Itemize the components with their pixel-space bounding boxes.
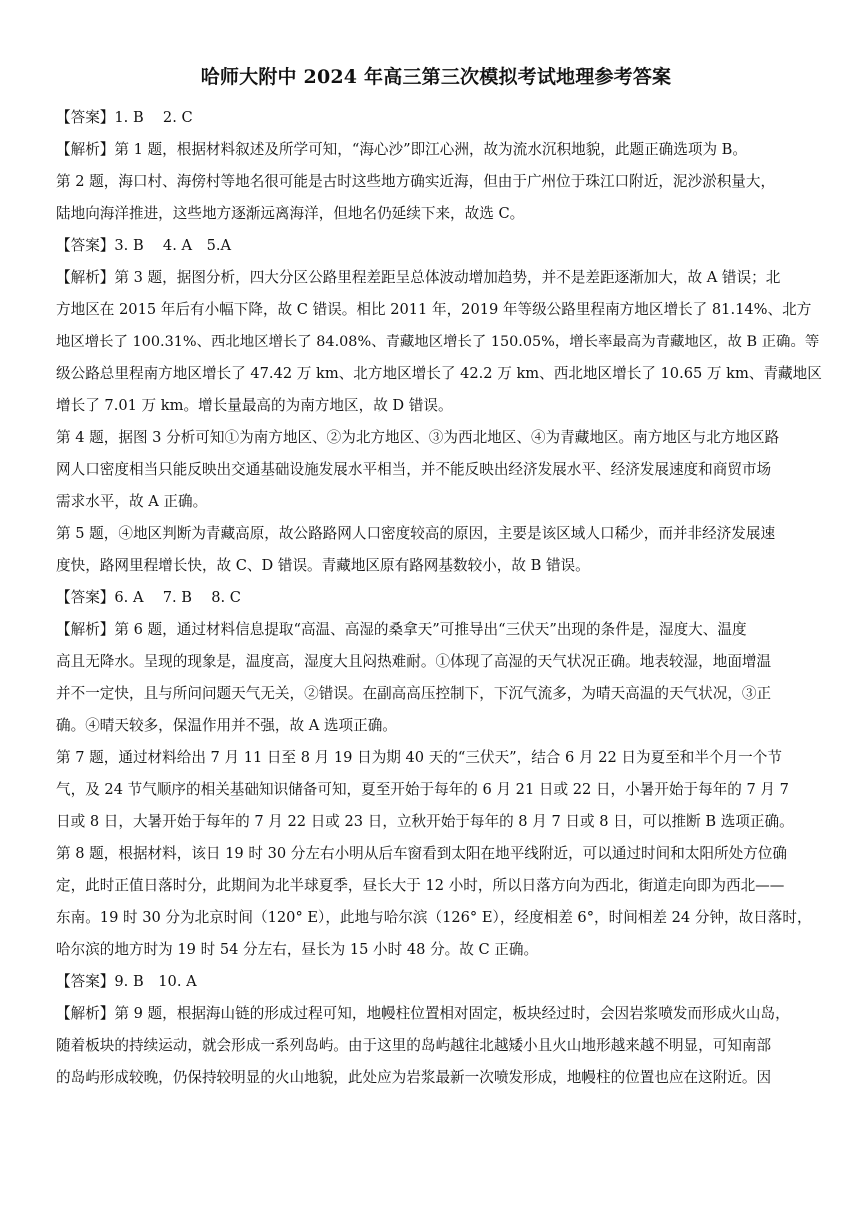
paragraph-line: 气，及 24 节气顺序的相关基础知识储备可知，夏至开始于每年的 6 月 21 日或 22 日，小暑开始于每年的 7 月 7 xyxy=(56,781,789,798)
paragraph-line: 确。④晴天较多，保温作用并不强，故 A 选项正确。 xyxy=(56,717,397,734)
answer-choices: 1. B 2. C xyxy=(114,109,193,126)
paragraph-line: 地区增长了 100.31%、西北地区增长了 84.08%、青藏地区增长了 150.05%，增长率最高为青藏地区，故 B 正确。等 xyxy=(56,334,820,350)
analysis-tag: 【解析】 xyxy=(56,1005,115,1022)
answer-key-body xyxy=(56,102,822,1094)
paragraph-line: 东南。19 时 30 分为北京时间（120° E），此地与哈尔滨（126° E），经度相差 6°，时间相差 24 分钟，故日落时， xyxy=(56,909,812,926)
paragraph-line: 日或 8 日，大暑开始于每年的 7 月 22 日或 23 日，立秋开始于每年的 8 月 7 日或 8 日，可以推断 B 选项正确。 xyxy=(56,813,794,830)
paragraph-line: 第 8 题，根据材料，该日 19 时 30 分左右小明从后车窗看到太阳在地平线附近，可以通过时间和太阳所处方位确 xyxy=(56,845,787,862)
paragraph-line: 第 4 题，据图 3 分析可知①为南方地区、②为北方地区、③为西北地区、④为青藏地区。南方地区与北方地区路 xyxy=(56,429,780,446)
paragraph-line: 增长了 7.01 万 km。增长量最高的为南方地区，故 D 错误。 xyxy=(56,397,453,414)
analysis-text: 第 1 题，根据材料叙述及所学可知，“海心沙”即江心洲，故为流水沉积地貌，此题正确选项为 B。 xyxy=(114,141,747,158)
answer-tag: 【答案】 xyxy=(56,237,115,254)
answer-choices: 3. B 4. A 5.A xyxy=(114,237,232,254)
answer-tag: 【答案】 xyxy=(56,589,115,606)
paragraph-line: 高且无降水。呈现的现象是，温度高，湿度大且闷热难耐。①体现了高湿的天气状况正确。地表较湿，地面增温 xyxy=(56,653,772,670)
paragraph-line: 网人口密度相当只能反映出交通基础设施发展水平相当，并不能反映出经济发展水平、经济发展速度和商贸市场 xyxy=(56,461,772,478)
paragraph-line: 方地区在 2015 年后有小幅下降，故 C 错误。相比 2011 年，2019 年等级公路里程南方地区增长了 81.14%、北方 xyxy=(56,301,812,318)
paragraph-line: 需求水平，故 A 正确。 xyxy=(56,493,208,510)
paragraph-line: 度快，路网里程增长快，故 C、D 错误。青藏地区原有路网基数较小，故 B 错误。 xyxy=(56,557,590,574)
paragraph-line: 定，此时正值日落时分，此期间为北半球夏季，昼长大于 12 小时，所以日落方向为西北，街道走向即为西北—— xyxy=(56,877,785,894)
analysis-text: 第 3 题，据图分析，四大分区公路里程差距呈总体波动增加趋势，并不是差距逐渐加大，故 A 错误；北 xyxy=(114,269,781,286)
analysis-tag: 【解析】 xyxy=(56,269,115,286)
paragraph-line: 的岛屿形成较晚，仍保持较明显的火山地貌，此处应为岩浆最新一次喷发形成，地幔柱的位置也应在这附近。因 xyxy=(56,1069,772,1086)
answer-tag: 【答案】 xyxy=(56,109,115,126)
paragraph-line: 第 7 题，通过材料给出 7 月 11 日至 8 月 19 日为期 40 天的“三伏天”，结合 6 月 22 日为夏至和半个月一个节 xyxy=(56,749,782,766)
paragraph-line: 哈尔滨的地方时为 19 时 54 分左右，昼长为 15 小时 48 分。故 C 正确。 xyxy=(56,941,539,958)
analysis-text: 第 9 题，根据海山链的形成过程可知，地幔柱位置相对固定，板块经过时，会因岩浆喷发而形成火山岛， xyxy=(114,1005,790,1022)
answer-line xyxy=(56,582,816,614)
analysis-text: 第 6 题，通过材料信息提取“高温、高湿的桑拿天”可推导出“三伏天”出现的条件是，湿度大、温度 xyxy=(114,621,747,638)
paragraph-line: 级公路总里程南方地区增长了 47.42 万 km、北方地区增长了 42.2 万 km、西北地区增长了 10.65 万 km、青藏地区 xyxy=(56,365,822,382)
paragraph-line: 随着板块的持续运动，就会形成一系列岛屿。由于这里的岛屿越往北越矮小且火山地形越来越不明显，可知南部 xyxy=(56,1037,772,1054)
paragraph-line: 第 2 题，海口村、海傍村等地名很可能是古时这些地方确实近海，但由于广州位于珠江口附近，泥沙淤积量大， xyxy=(56,173,776,190)
answer-choices: 6. A 7. B 8. C xyxy=(114,589,241,606)
answer-tag: 【答案】 xyxy=(56,973,115,990)
answer-line xyxy=(56,102,816,134)
analysis-line xyxy=(56,614,816,646)
analysis-line xyxy=(56,262,816,294)
answer-choices: 9. B 10. A xyxy=(114,973,197,990)
analysis-line xyxy=(56,998,816,1030)
analysis-tag: 【解析】 xyxy=(56,141,115,158)
answer-line xyxy=(56,966,816,998)
analysis-tag: 【解析】 xyxy=(56,621,115,638)
analysis-line xyxy=(56,134,816,166)
answer-line xyxy=(56,230,816,262)
paragraph-line: 陆地向海洋推进，这些地方逐渐远离海洋，但地名仍延续下来，故选 C。 xyxy=(56,205,525,222)
paragraph-line: 并不一定快，且与所问问题天气无关，②错误。在副高高压控制下，下沉气流多，为晴天高温的天气状况，③正 xyxy=(56,685,772,702)
paragraph-line: 第 5 题，④地区判断为青藏高原，故公路路网人口密度较高的原因，主要是该区域人口稀少，而并非经济发展速 xyxy=(56,525,776,542)
page-title: 哈师大附中 2024 年高三第三次模拟考试地理参考答案 xyxy=(200,66,672,88)
